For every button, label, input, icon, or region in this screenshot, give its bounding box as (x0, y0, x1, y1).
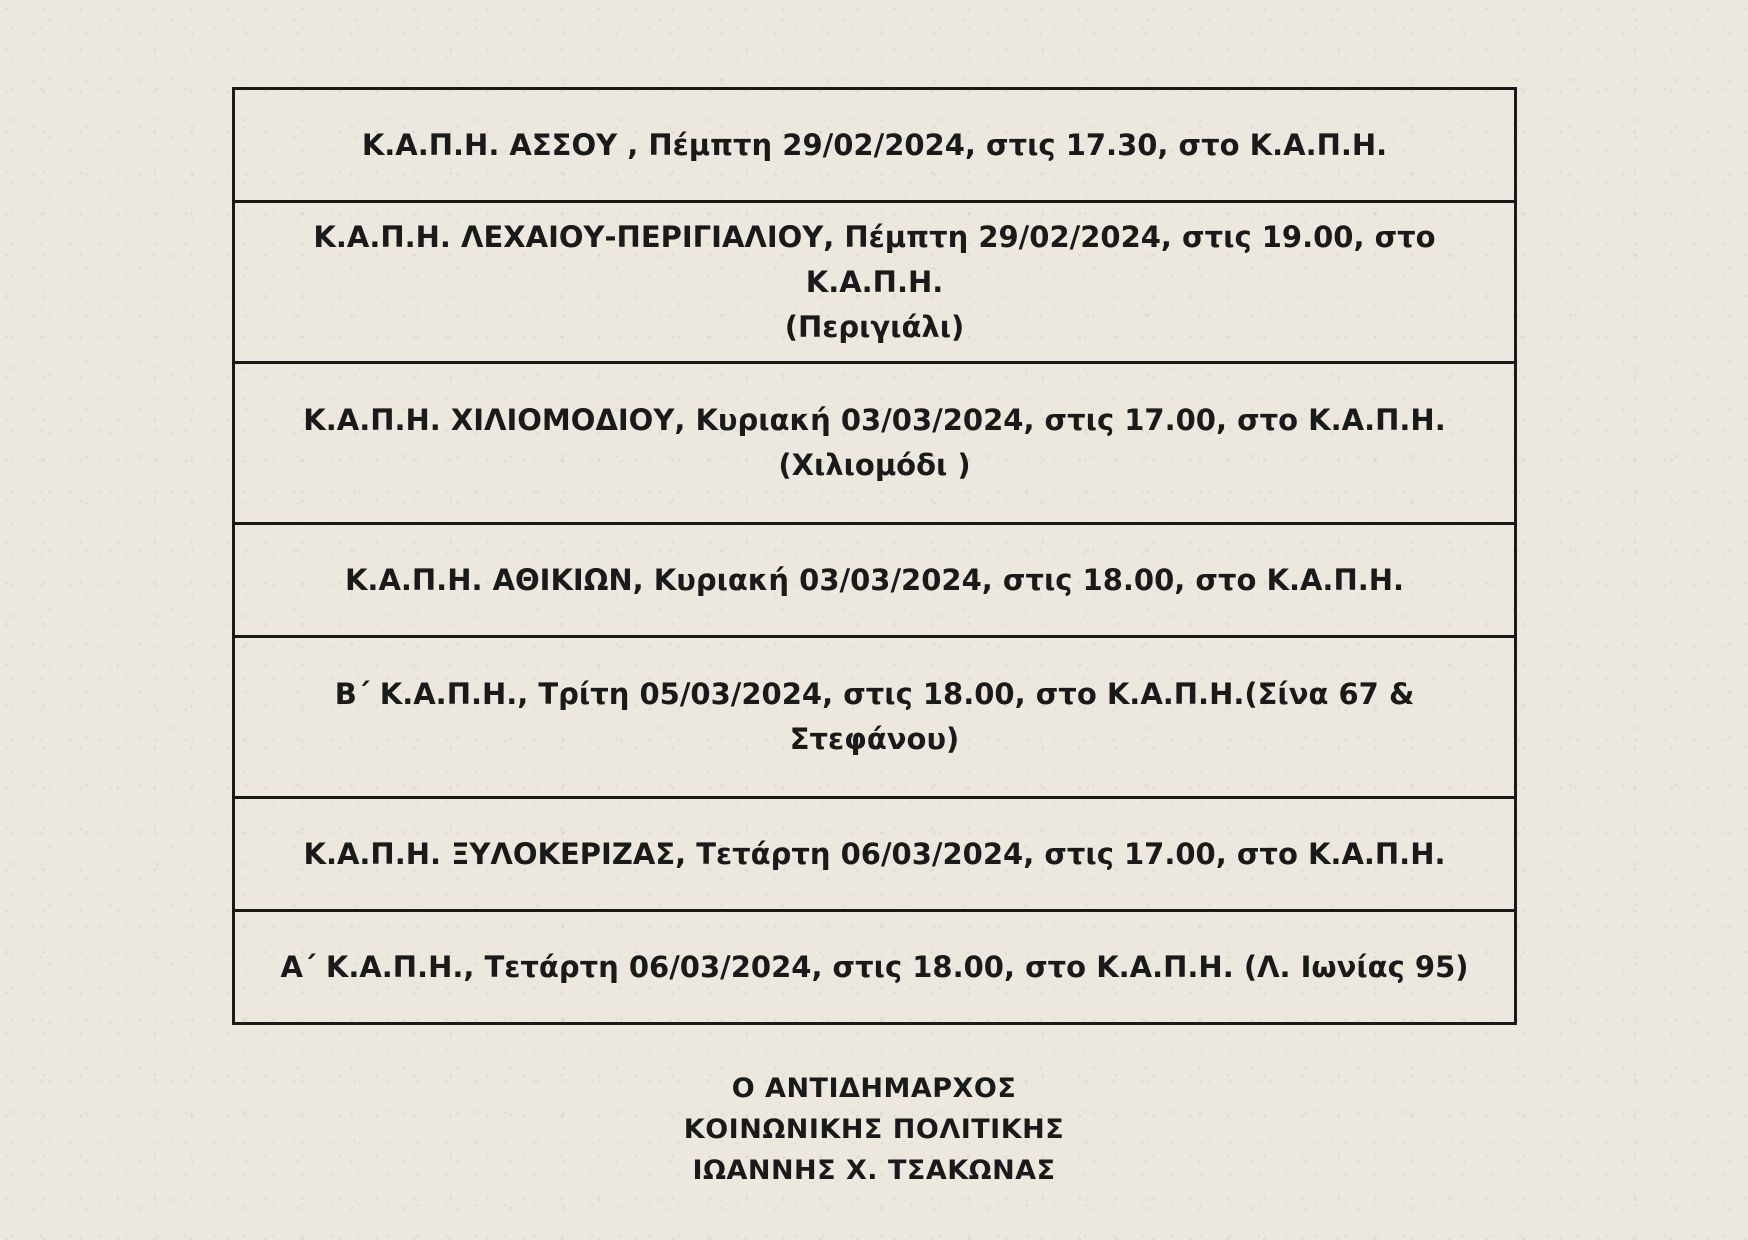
schedule-row-line1: Κ.Α.Π.Η. ΞΥΛΟΚΕΡΙΖΑΣ, Τετάρτη 06/03/2024, στις 17.00, στο Κ.Α.Π.Η. (303, 836, 1446, 871)
schedule-row-assos (235, 90, 1514, 200)
schedule-row-text (281, 945, 1469, 990)
schedule-row-athikia (235, 522, 1514, 635)
schedule-row-a-kapi (235, 909, 1514, 1022)
schedule-row-text (259, 215, 1490, 350)
schedule-row-text (259, 672, 1490, 762)
signature-title: Ο ΑΝΤΙΔΗΜΑΡΧΟΣ (731, 1073, 1017, 1104)
schedule-row-line1: Β΄ Κ.Α.Π.Η., Τρίτη 05/03/2024, στις 18.00, στο Κ.Α.Π.Η.(Σίνα 67 & Στεφάνου) (334, 677, 1415, 756)
schedule-row-text (345, 558, 1404, 603)
schedule-row-line1: Κ.Α.Π.Η. ΑΣΣΟΥ , Πέμπτη 29/02/2024, στις 17.30, στο Κ.Α.Π.Η. (361, 127, 1388, 162)
schedule-row-b-kapi (235, 635, 1514, 796)
schedule-row-chiliomodi (235, 361, 1514, 522)
schedule-row-line1: Κ.Α.Π.Η. ΧΙΛΙΟΜΟΔΙΟΥ, Κυριακή 03/03/2024, στις 17.00, στο Κ.Α.Π.Η. (303, 403, 1446, 437)
signature-department: ΚΟΙΝΩΝΙΚΗΣ ΠΟΛΙΤΙΚΗΣ (683, 1114, 1065, 1145)
schedule-row-text (303, 398, 1445, 488)
schedule-row-text (362, 123, 1387, 168)
schedule-table (232, 87, 1517, 1025)
schedule-row-xylokeriza (235, 796, 1514, 909)
schedule-row-line1: Κ.Α.Π.Η. ΛΕΧΑΙΟΥ-ΠΕΡΙΓΙΑΛΙΟΥ, Πέμπτη 29/02/2024, στις 19.00, στο Κ.Α.Π.Η. (313, 219, 1436, 299)
schedule-row-lechaio (235, 200, 1514, 361)
schedule-row-text (303, 832, 1445, 877)
signature-name: ΙΩΑΝΝΗΣ Χ. ΤΣΑΚΩΝΑΣ (692, 1155, 1056, 1186)
schedule-row-line1: Α΄ Κ.Α.Π.Η., Τετάρτη 06/03/2024, στις 18.00, στο Κ.Α.Π.Η. (Λ. Ιωνίας 95) (280, 949, 1469, 984)
schedule-row-line2: (Χιλιομόδι ) (778, 448, 971, 482)
schedule-row-line2: (Περιγιάλι) (784, 309, 965, 344)
signature-block (0, 1068, 1748, 1191)
schedule-row-line1: Κ.Α.Π.Η. ΑΘΙΚΙΩΝ, Κυριακή 03/03/2024, στις 18.00, στο Κ.Α.Π.Η. (344, 562, 1405, 597)
